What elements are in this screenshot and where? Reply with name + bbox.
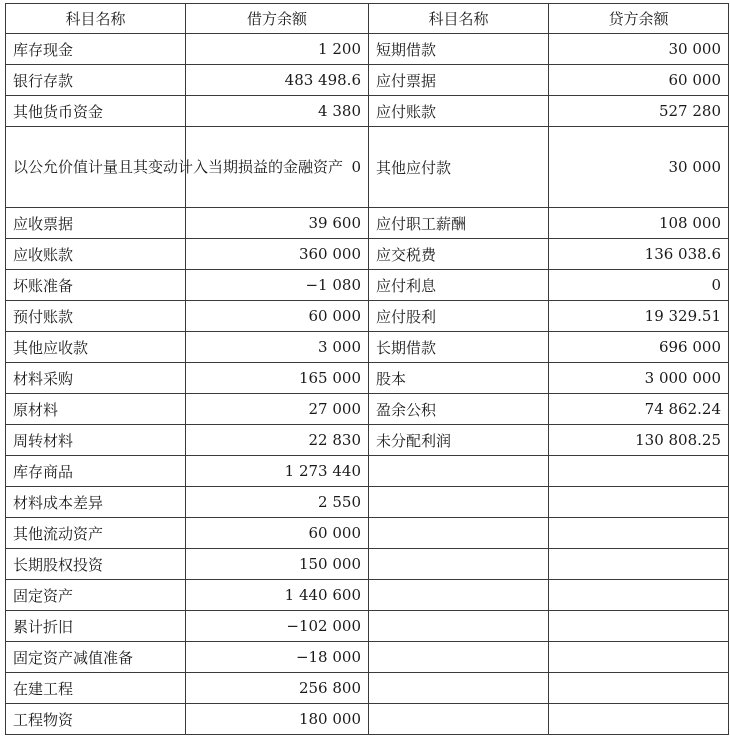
account-balance-table: [5, 3, 729, 735]
debit-account-name-cell: 原材料: [6, 394, 186, 425]
credit-account-name-cell: [369, 704, 549, 735]
credit-account-name-cell: [369, 611, 549, 642]
credit-balance-cell: [549, 673, 729, 704]
table-row: [6, 96, 729, 127]
debit-balance-cell: 1 273 440: [186, 456, 369, 487]
credit-balance-cell: 0: [549, 270, 729, 301]
credit-balance-cell: 136 038.6: [549, 239, 729, 270]
debit-balance-cell: 2 550: [186, 487, 369, 518]
debit-account-name-cell: 其他货币资金: [6, 96, 186, 127]
credit-account-name-cell: 长期借款: [369, 332, 549, 363]
debit-balance-cell: 1 440 600: [186, 580, 369, 611]
debit-balance-cell: −102 000: [186, 611, 369, 642]
credit-account-name-cell: 应付职工薪酬: [369, 208, 549, 239]
table-row: [6, 518, 729, 549]
credit-account-name-cell: 其他应付款: [369, 127, 549, 208]
credit-account-name-cell: [369, 518, 549, 549]
table-row: [6, 127, 729, 208]
table-row: [6, 456, 729, 487]
debit-account-name-cell: 长期股权投资: [6, 549, 186, 580]
debit-account-name-cell: 固定资产: [6, 580, 186, 611]
table-row: [6, 642, 729, 673]
debit-account-name-cell: 预付账款: [6, 301, 186, 332]
table-row: [6, 611, 729, 642]
debit-balance-cell: 150 000: [186, 549, 369, 580]
debit-balance-cell: 22 830: [186, 425, 369, 456]
table-row: [6, 208, 729, 239]
debit-account-name-cell: 固定资产减值准备: [6, 642, 186, 673]
debit-account-name-cell: 以公允价值计量且其变动计入当期损益的金融资产: [6, 127, 186, 208]
credit-account-name-cell: 未分配利润: [369, 425, 549, 456]
debit-account-name-cell: 工程物资: [6, 704, 186, 735]
table-row: [6, 487, 729, 518]
header-debit-account-name: 科目名称: [6, 4, 186, 34]
credit-account-name-cell: [369, 673, 549, 704]
table-row: [6, 549, 729, 580]
credit-balance-cell: [549, 642, 729, 673]
table-header-row: [6, 4, 729, 34]
table-row: [6, 673, 729, 704]
debit-account-name-cell: 应收票据: [6, 208, 186, 239]
credit-account-name-cell: 应付票据: [369, 65, 549, 96]
credit-account-name-cell: 应交税费: [369, 239, 549, 270]
debit-account-name-cell: 其他应收款: [6, 332, 186, 363]
table-row: [6, 301, 729, 332]
debit-balance-cell: −1 080: [186, 270, 369, 301]
credit-balance-cell: [549, 456, 729, 487]
credit-account-name-cell: [369, 487, 549, 518]
debit-balance-cell: 39 600: [186, 208, 369, 239]
debit-balance-cell: 165 000: [186, 363, 369, 394]
debit-balance-cell: 3 000: [186, 332, 369, 363]
credit-balance-cell: [549, 611, 729, 642]
debit-balance-cell: 60 000: [186, 518, 369, 549]
credit-account-name-cell: 短期借款: [369, 34, 549, 65]
credit-account-name-cell: [369, 580, 549, 611]
credit-balance-cell: 108 000: [549, 208, 729, 239]
credit-balance-cell: [549, 487, 729, 518]
credit-account-name-cell: [369, 549, 549, 580]
table-body: [6, 34, 729, 735]
credit-balance-cell: [549, 549, 729, 580]
table-row: [6, 394, 729, 425]
debit-account-name-cell: 库存现金: [6, 34, 186, 65]
table-row: [6, 363, 729, 394]
header-debit-balance: 借方余额: [186, 4, 369, 34]
debit-balance-cell: −18 000: [186, 642, 369, 673]
debit-balance-cell: 256 800: [186, 673, 369, 704]
debit-account-name-cell: 银行存款: [6, 65, 186, 96]
debit-account-name-cell: 材料采购: [6, 363, 186, 394]
credit-account-name-cell: 盈余公积: [369, 394, 549, 425]
credit-balance-cell: [549, 518, 729, 549]
debit-account-name-cell: 材料成本差异: [6, 487, 186, 518]
table-row: [6, 65, 729, 96]
debit-account-name-cell: 在建工程: [6, 673, 186, 704]
debit-balance-cell: 4 380: [186, 96, 369, 127]
debit-balance-cell: 360 000: [186, 239, 369, 270]
debit-account-name-cell: 其他流动资产: [6, 518, 186, 549]
credit-balance-cell: 527 280: [549, 96, 729, 127]
credit-account-name-cell: [369, 642, 549, 673]
credit-balance-cell: 60 000: [549, 65, 729, 96]
debit-account-name-cell: 周转材料: [6, 425, 186, 456]
credit-account-name-cell: 股本: [369, 363, 549, 394]
table-row: [6, 34, 729, 65]
credit-balance-cell: [549, 580, 729, 611]
credit-balance-cell: 130 808.25: [549, 425, 729, 456]
header-credit-balance: 贷方余额: [549, 4, 729, 34]
table-row: [6, 425, 729, 456]
table-row: [6, 704, 729, 735]
debit-account-name-cell: 库存商品: [6, 456, 186, 487]
debit-balance-cell: 27 000: [186, 394, 369, 425]
credit-account-name-cell: [369, 456, 549, 487]
table-row: [6, 239, 729, 270]
credit-balance-cell: 30 000: [549, 34, 729, 65]
credit-balance-cell: 3 000 000: [549, 363, 729, 394]
credit-balance-cell: 74 862.24: [549, 394, 729, 425]
debit-account-name-cell: 应收账款: [6, 239, 186, 270]
debit-balance-cell: 60 000: [186, 301, 369, 332]
credit-account-name-cell: 应付账款: [369, 96, 549, 127]
table-row: [6, 580, 729, 611]
credit-balance-cell: 19 329.51: [549, 301, 729, 332]
debit-balance-cell: 483 498.6: [186, 65, 369, 96]
credit-balance-cell: 696 000: [549, 332, 729, 363]
credit-account-name-cell: 应付股利: [369, 301, 549, 332]
credit-balance-cell: [549, 704, 729, 735]
debit-account-name-cell: 累计折旧: [6, 611, 186, 642]
table-row: [6, 332, 729, 363]
credit-account-name-cell: 应付利息: [369, 270, 549, 301]
debit-balance-cell: 180 000: [186, 704, 369, 735]
header-credit-account-name: 科目名称: [369, 4, 549, 34]
debit-balance-cell: 1 200: [186, 34, 369, 65]
debit-balance-cell: 0: [186, 127, 369, 208]
table-row: [6, 270, 729, 301]
credit-balance-cell: 30 000: [549, 127, 729, 208]
debit-account-name-cell: 坏账准备: [6, 270, 186, 301]
